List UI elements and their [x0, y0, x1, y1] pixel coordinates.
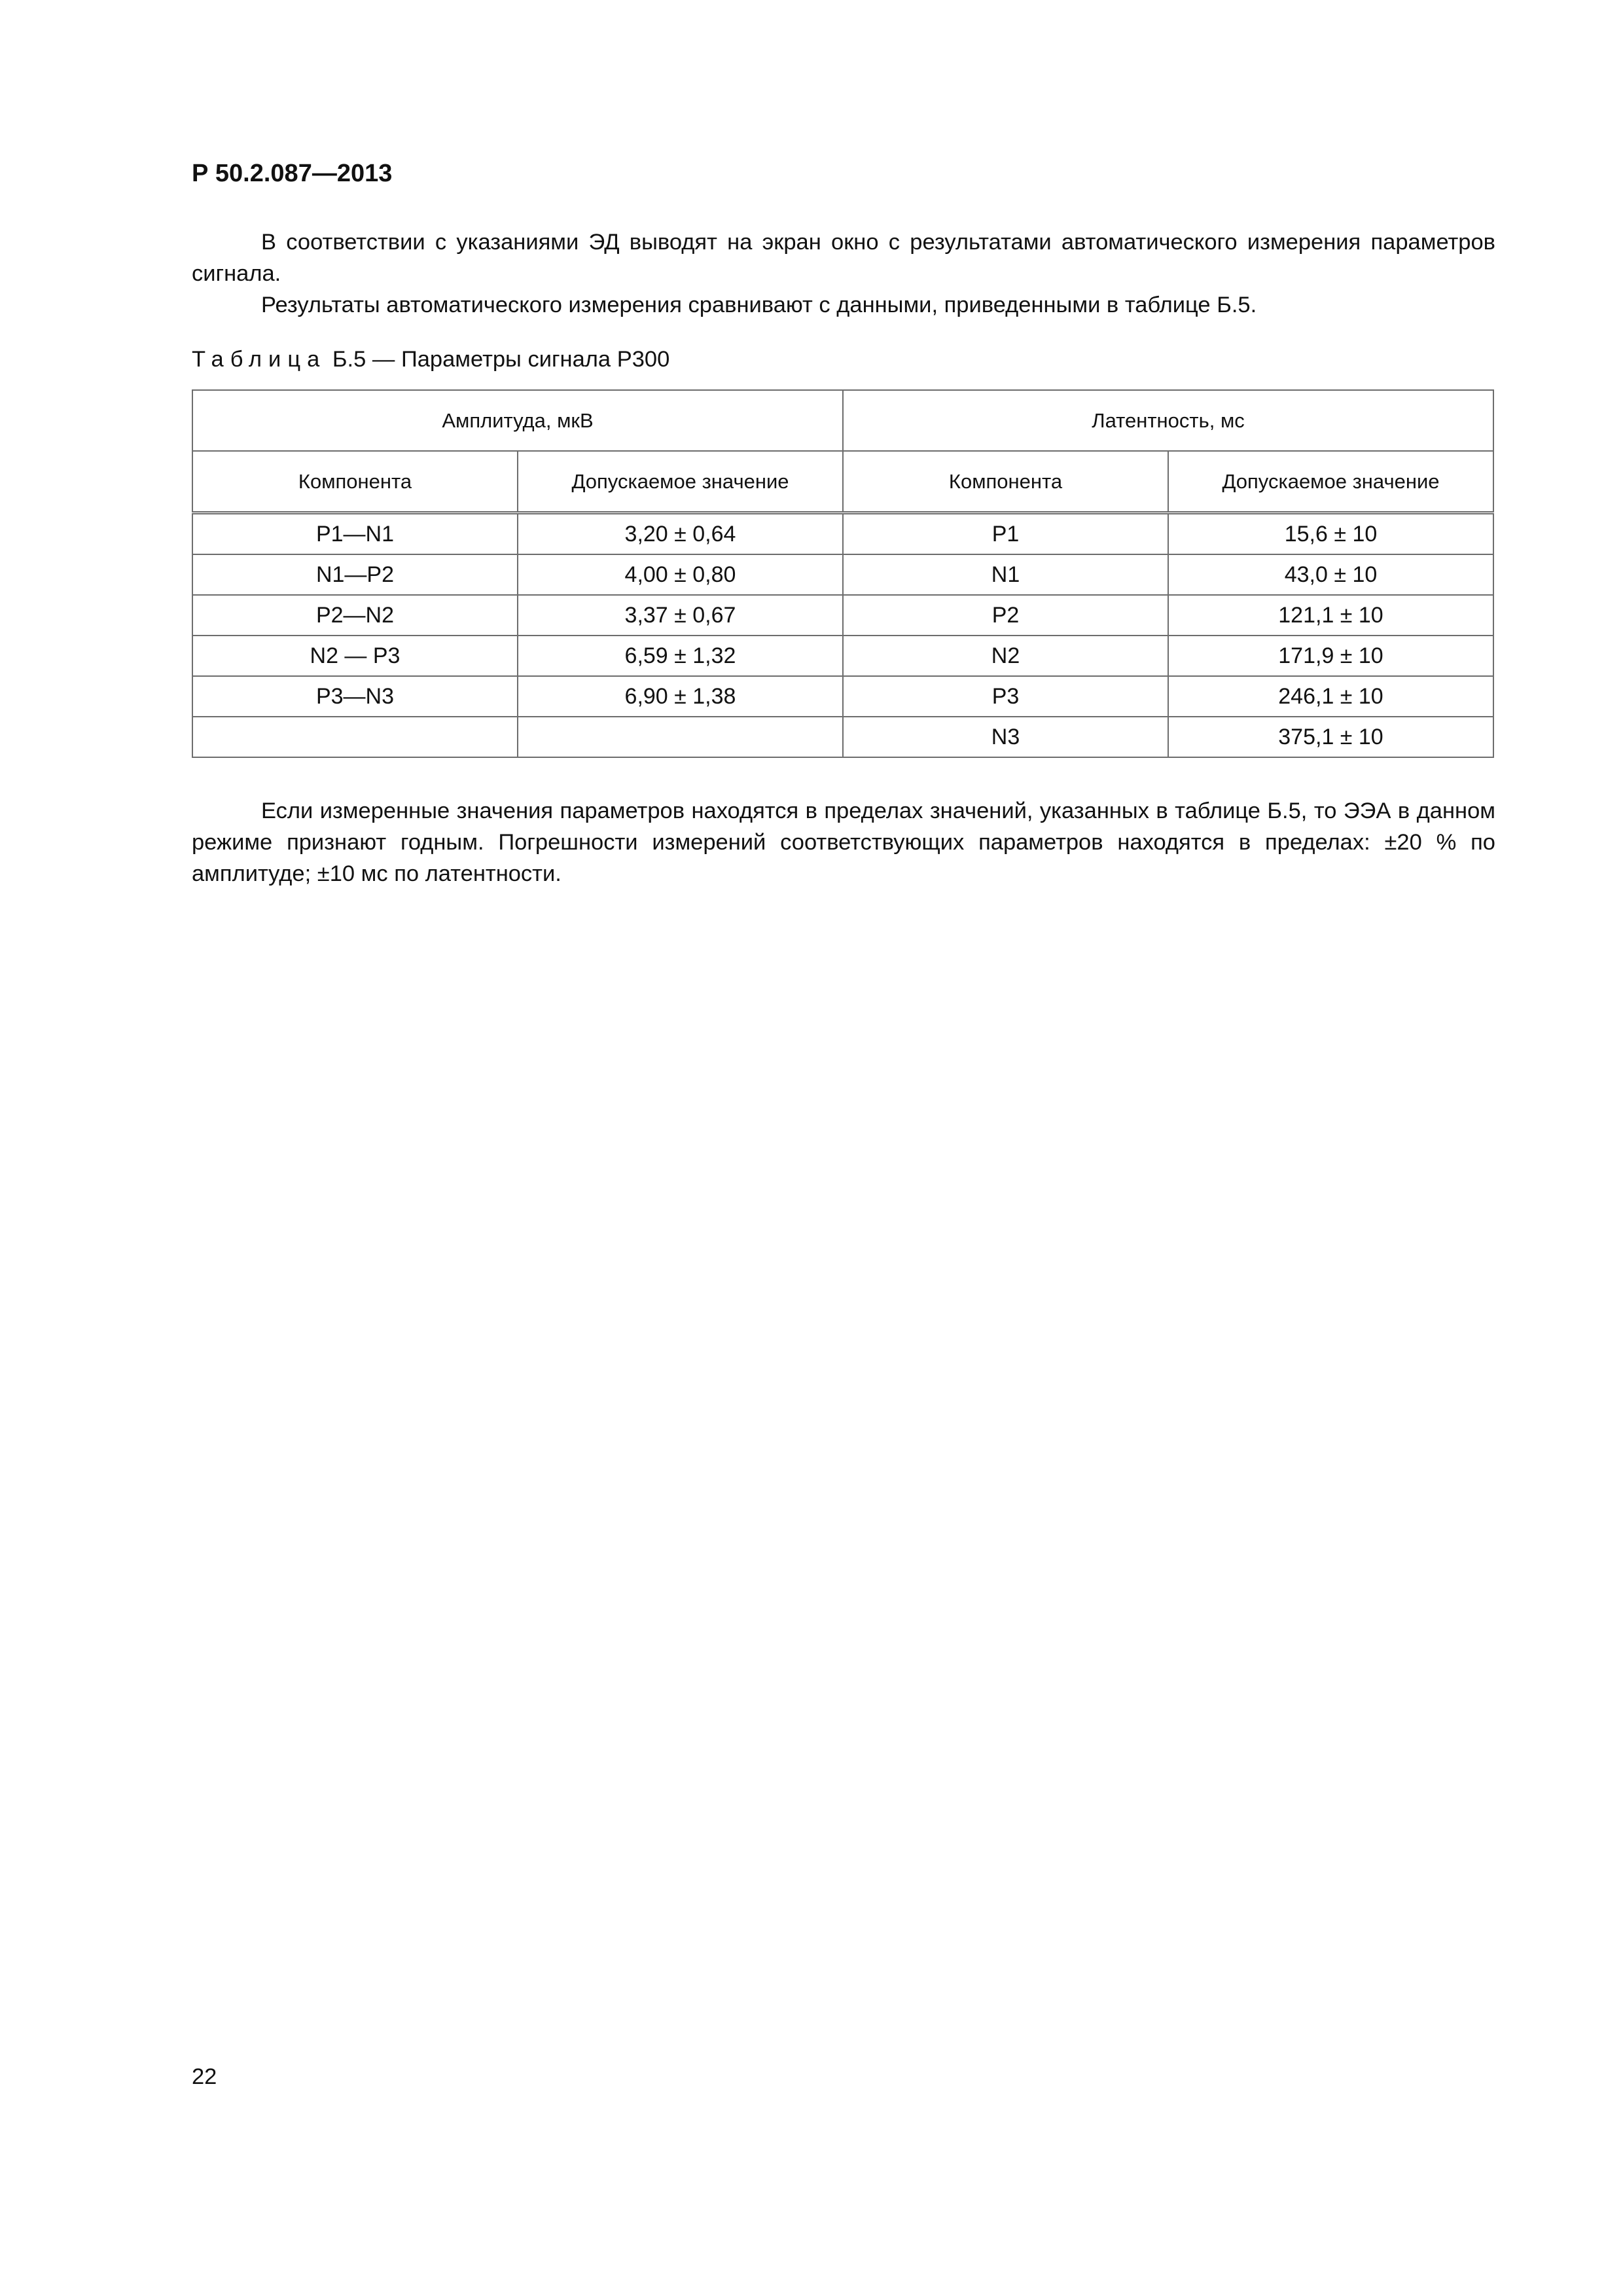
amplitude-value-cell: 6,59 ± 1,32 — [518, 636, 843, 676]
amplitude-value-cell: 3,37 ± 0,67 — [518, 595, 843, 636]
paragraph-compare-results: Результаты автоматического измерения сравнивают с данными, приведенными в таблице Б.5. — [261, 293, 1257, 317]
column-header-latency-allowed-value: Допускаемое значение — [1168, 451, 1493, 513]
latency-value-cell: 121,1 ± 10 — [1168, 595, 1493, 636]
amplitude-component-cell — [192, 717, 518, 757]
latency-component-cell: P1 — [843, 513, 1168, 555]
paragraph-display-results: В соответствии с указаниями ЭД выводят на экран окно с результатами автоматического измерения параметров сигнала. — [192, 230, 1495, 286]
table-caption — [192, 347, 669, 372]
column-header-amplitude-allowed-value: Допускаемое значение — [518, 451, 843, 513]
latency-group-header: Латентность, мс — [843, 390, 1493, 451]
amplitude-component-cell: P1—N1 — [192, 513, 518, 555]
p300-parameters-table — [192, 389, 1494, 758]
table-row — [192, 513, 1493, 555]
latency-component-cell: N1 — [843, 554, 1168, 595]
latency-component-cell: P3 — [843, 676, 1168, 717]
latency-value-cell: 15,6 ± 10 — [1168, 513, 1493, 555]
table-row — [192, 676, 1493, 717]
table-row — [192, 636, 1493, 676]
table-column-header-row — [192, 451, 1493, 513]
page-number: 22 — [192, 2064, 217, 2089]
amplitude-value-cell — [518, 717, 843, 757]
amplitude-component-cell: N2 — P3 — [192, 636, 518, 676]
table-caption-label: Таблица — [192, 347, 327, 372]
amplitude-component-cell: P2—N2 — [192, 595, 518, 636]
paragraph-acceptance-criteria: Если измеренные значения параметров находятся в пределах значений, указанных в таблице Б.5, то ЭЭА в данном режиме признают годным. Погрешности измерений соответствующих параметров находятся в пределах: ±20 % по амплитуде; ±10 мс по латентности. — [192, 798, 1495, 886]
table-group-header-row — [192, 390, 1493, 451]
table-row — [192, 717, 1493, 757]
column-header-amplitude-component: Компонента — [192, 451, 518, 513]
latency-component-cell: P2 — [843, 595, 1168, 636]
latency-value-cell: 375,1 ± 10 — [1168, 717, 1493, 757]
amplitude-component-cell: P3—N3 — [192, 676, 518, 717]
amplitude-value-cell: 6,90 ± 1,38 — [518, 676, 843, 717]
latency-value-cell: 171,9 ± 10 — [1168, 636, 1493, 676]
table-row — [192, 554, 1493, 595]
latency-component-cell: N2 — [843, 636, 1168, 676]
latency-value-cell: 43,0 ± 10 — [1168, 554, 1493, 595]
table-row — [192, 595, 1493, 636]
column-header-latency-component: Компонента — [843, 451, 1168, 513]
amplitude-group-header: Амплитуда, мкВ — [192, 390, 843, 451]
document-code: Р 50.2.087—2013 — [192, 160, 393, 187]
latency-component-cell: N3 — [843, 717, 1168, 757]
latency-value-cell: 246,1 ± 10 — [1168, 676, 1493, 717]
amplitude-component-cell: N1—P2 — [192, 554, 518, 595]
table-caption-text: Б.5 — Параметры сигнала Р300 — [326, 347, 670, 372]
amplitude-value-cell: 4,00 ± 0,80 — [518, 554, 843, 595]
amplitude-value-cell: 3,20 ± 0,64 — [518, 513, 843, 555]
